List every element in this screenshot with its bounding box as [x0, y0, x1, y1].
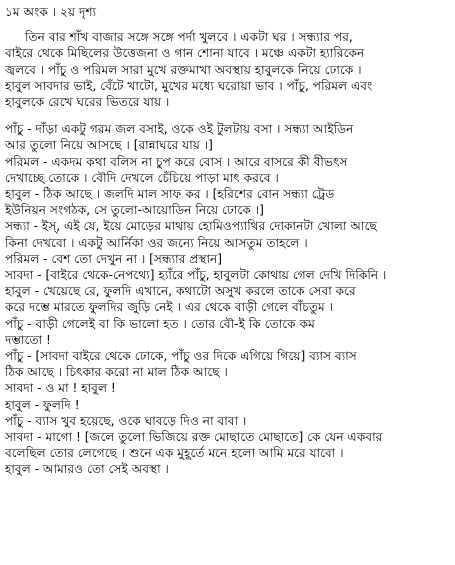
stage-direction-line: তিন বার শাঁখ বাজার সঙ্গে সঙ্গে পর্দা খুলবে । একটা ঘর । সন্ধ্যার পর, — [25, 30, 353, 45]
dialogue-line: বলেছিল তোর লেগেছে । শুনে এক মুহূর্তে মনে হলো আমি মরে যাবো । — [5, 446, 344, 461]
dialogue-line: হাবুল - খেয়েছে রে, ফুলদি এখানে, কথাটো অসুখ করলে তাকে সেবা করে — [5, 284, 356, 299]
dialogue — [5, 121, 449, 477]
stage-direction — [5, 29, 449, 110]
dialogue-line: দেখাচ্ছে তোকে । বৌদি দেখলে চেঁচিয়ে পাড়া মাৎ করবে । — [5, 170, 279, 185]
section-gap — [5, 110, 449, 121]
dialogue-line: পাঁচু - ব্যাস খুব হয়েছে, ওকে ঘাবড়ে দিও না বাবা । — [5, 413, 247, 428]
dialogue-line: সাবদা - মাগো ! [জলে তুলো ভিজিয়ে রক্ত মোছাতে মোছাতে] কে যেন একবার — [5, 430, 383, 445]
dialogue-line: আর তুলো নিয়ে আসছে । [রান্নাঘরে যায় ।] — [5, 138, 213, 153]
stage-direction-line: হাবুলকে রেখে ঘরের ভিতরে যায় । — [5, 95, 170, 110]
dialogue-line: সাবদা - ও মা ! হাবুল ! — [5, 381, 116, 396]
dialogue-line: কিনা দেখবো । একটু আর্নিকা ওর জন্যে নিয়ে আসতুম তাহলে । — [5, 235, 308, 250]
dialogue-line: হাবুল - ঠিক আছে । জলদি মাল সাফ কর । [হরিশের বোন সন্ধ্যা ট্রেড — [5, 187, 335, 202]
stage-direction-line: বাইরে থেকে মিছিলের উত্তেজনা ও গান শোনা যাবে । মঞ্চে একটা হ্যারিকেন — [5, 46, 365, 61]
dialogue-line: সাবদা - [বাইরে থেকে-নেপথ্যে] হ্যাঁরে পাঁচু, হাবুলটা কোথায় গেল দেখি দিকিনি । — [5, 268, 387, 283]
stage-direction-line: হাবুল সাবদার ভাই, বেঁটে খাটো, মুখের মধ্যে ঘরোয়া ভাব । পাঁচু, পরিমল এবং — [5, 78, 373, 93]
dialogue-line: হাবুল - আমারও তো সেই অবস্থা । — [5, 462, 169, 477]
dialogue-line: পাঁচু - বাড়ী গেলেই বা কি ভালো হত । তোর বৌ-ই কি তোকে কম — [5, 316, 315, 331]
dialogue-line: সন্ধ্যা - ইস্‌, এই যে, ইয়ে মোড়ের মাথায় হোমিওপ্যাথির দোকানটা খোলা আছে — [5, 219, 377, 234]
dialogue-line: ঠিক আছে । চিৎকার করো না মাল ঠিক আছে । — [5, 365, 228, 380]
dialogue-line: হাবুল - ফুলদি ! — [5, 397, 80, 412]
dialogue-line: পরিমল - একদম কথা বলিস না চুপ করে বোস । আরে বাসরে কী বীভৎস — [5, 154, 348, 169]
dialogue-line: ইউনিয়ন সংগঠক, সে তুলো-আয়োডিন নিয়ে ঢোকে ।] — [5, 203, 264, 218]
dialogue-line: পাঁচু - [সাবদা বাইরে থেকে ঢোকে, পাঁচু ওর দিকে এগিয়ে গিয়ে] ব্যাস ব্যাস — [5, 349, 357, 364]
stage-direction-line: জ্বলবে । পাঁচু ও পরিমল সারা মুখে রক্তমাখা অবস্থায় হাবুলকে নিয়ে ঢোকে । — [5, 62, 362, 77]
dialogue-line: পরিমল - বেশ তো দেখুন না । [সন্ধ্যার প্রস্থান] — [5, 251, 223, 266]
dialogue-line: করে দম্ভে মারতে ফুলদির জুড়ি নেই । এর থেকে বাড়ী গেলে বাঁচতুম । — [5, 300, 334, 315]
dialogue-line: পাঁচু - দাঁড়া একটু গরম জল বসাই, ওকে ওই টুলটায় বসা । সন্ধ্যা আইডিন — [5, 122, 354, 137]
dialogue-line: দম্ভাতো ! — [5, 332, 51, 347]
act-scene-heading: ১ম অংক । ২য় দৃশ্য — [5, 5, 97, 19]
